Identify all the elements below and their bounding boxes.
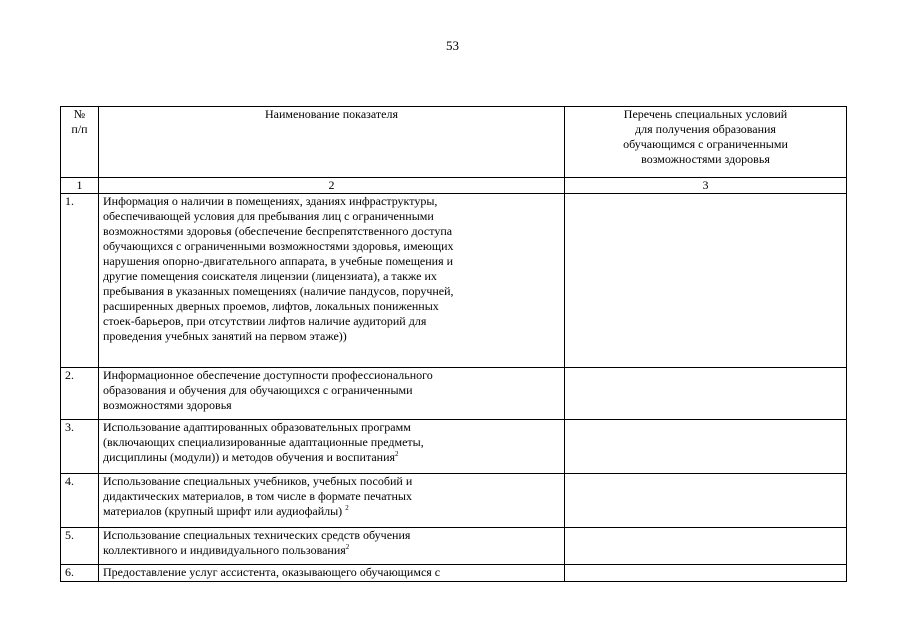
page-number: 53 bbox=[446, 38, 459, 53]
row-name-cell bbox=[99, 368, 565, 420]
row-name-cell bbox=[99, 565, 565, 582]
row-number-cell: 6. bbox=[61, 565, 99, 582]
row-name-line: нарушения опорно-двигательного аппарата, в учебные помещения и bbox=[103, 254, 454, 268]
header-number-cell bbox=[61, 107, 99, 178]
row-name-line: Использование специальных учебников, учебных пособий и bbox=[103, 474, 413, 488]
row-number-cell: 2. bbox=[61, 368, 99, 420]
row-name-text: дисциплины (модули)) и методов обучения и воспитания bbox=[103, 450, 396, 464]
row-name-cell bbox=[99, 420, 565, 474]
row-number-cell: 3. bbox=[61, 420, 99, 474]
row-conditions-cell bbox=[565, 368, 847, 420]
table-row bbox=[61, 528, 847, 565]
table-row bbox=[61, 368, 847, 420]
footnote-marker: 2 bbox=[345, 504, 349, 512]
conditions-table bbox=[60, 106, 847, 582]
row-name-line: Предоставление услуг ассистента, оказывающего обучающимся с bbox=[103, 565, 441, 579]
row-name-cell bbox=[99, 474, 565, 528]
row-name-line: обеспечивающей условия для пребывания лиц с ограниченными bbox=[103, 209, 434, 223]
row-name-line: Использование адаптированных образовательных программ bbox=[103, 420, 411, 434]
table-row bbox=[61, 194, 847, 368]
row-name-line: Информация о наличии в помещениях, зданиях инфраструктуры, bbox=[103, 194, 438, 208]
footnote-marker: 2 bbox=[345, 543, 350, 551]
header-name-text: Наименование показателя bbox=[265, 107, 398, 121]
row-conditions-cell bbox=[565, 528, 847, 565]
header-conditions-line: для получения образования bbox=[635, 122, 776, 136]
header-number-line: п/п bbox=[71, 122, 88, 136]
row-number-cell: 4. bbox=[61, 474, 99, 528]
row-number-cell: 5. bbox=[61, 528, 99, 565]
column-number-cell: 1 bbox=[61, 178, 99, 194]
table-row bbox=[61, 565, 847, 582]
header-name-cell bbox=[99, 107, 565, 178]
column-number-row bbox=[61, 178, 847, 194]
row-name-line: другие помещения соискателя лицензии (лицензиата), а также их bbox=[103, 269, 437, 283]
row-name-cell bbox=[99, 528, 565, 565]
row-name-line: образования и обучения для обучающихся с ограниченными bbox=[103, 383, 413, 397]
row-name-text: коллективного и индивидуального пользования bbox=[103, 543, 346, 557]
row-name-line: расширенных дверных проемов, лифтов, локальных пониженных bbox=[103, 299, 439, 313]
row-name-line bbox=[103, 543, 560, 558]
column-number-cell: 3 bbox=[565, 178, 847, 194]
row-conditions-cell bbox=[565, 420, 847, 474]
row-name-line: пребывания в указанных помещениях (наличие пандусов, поручней, bbox=[103, 284, 454, 298]
row-name-line: возможностями здоровья (обеспечение беспрепятственного доступа bbox=[103, 224, 453, 238]
column-number-cell: 2 bbox=[99, 178, 565, 194]
row-name-line: проведения учебных занятий на первом этаже)) bbox=[103, 329, 347, 343]
row-name-line: возможностями здоровья bbox=[103, 398, 232, 412]
header-conditions-line: обучающимся с ограниченными bbox=[623, 137, 788, 151]
row-name-line: Использование специальных технических средств обучения bbox=[103, 528, 411, 542]
row-conditions-cell bbox=[565, 474, 847, 528]
row-name-line: Информационное обеспечение доступности профессионального bbox=[103, 368, 433, 382]
table-row bbox=[61, 420, 847, 474]
header-conditions-line: возможностями здоровья bbox=[641, 152, 770, 166]
row-name-line bbox=[103, 504, 560, 519]
row-name-line: (включающих специализированные адаптационные предметы, bbox=[103, 435, 424, 449]
row-name-line bbox=[103, 450, 560, 465]
footnote-marker: 2 bbox=[395, 450, 399, 458]
row-conditions-cell bbox=[565, 194, 847, 368]
table-row bbox=[61, 474, 847, 528]
header-conditions-cell bbox=[565, 107, 847, 178]
row-name-text: материалов (крупный шрифт или аудиофайлы) bbox=[103, 504, 346, 518]
table-header-row bbox=[61, 107, 847, 178]
row-number-cell: 1. bbox=[61, 194, 99, 368]
header-number-line: № bbox=[73, 107, 86, 121]
header-conditions-line: Перечень специальных условий bbox=[623, 107, 788, 121]
row-name-line: обучающихся с ограниченными возможностями здоровья, имеющих bbox=[103, 239, 454, 253]
row-name-cell bbox=[99, 194, 565, 368]
row-name-line: дидактических материалов, в том числе в формате печатных bbox=[103, 489, 412, 503]
row-conditions-cell bbox=[565, 565, 847, 582]
row-name-line: стоек-барьеров, при отсутствии лифтов наличие аудиторий для bbox=[103, 314, 427, 328]
